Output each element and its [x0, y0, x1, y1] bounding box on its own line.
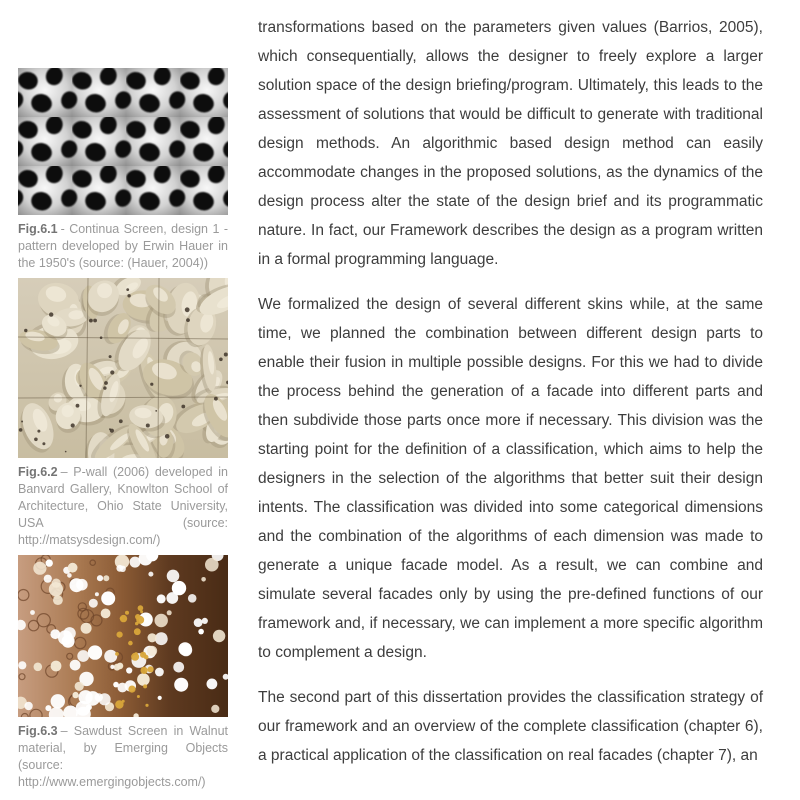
paragraph-2: We formalized the design of several different skins while, at the same time, we planned the combination between different design parts to enable their fusion in multiple possible designs. For this we had to divide the process behind the generation of a facade into different parts and then subdivide those parts once more if necessary. This division was the starting point for the definition of a classification, which aims to help the designers in the selection of the algorithms that better suit their design intents. The classification was divided into some categorical dimensions and the combination of the algorithms of each dimension was made to generate a unique facade model. As a result, we can combine and simulate several facades only by using the pre-defined functions of our framework and, if necessary, we can implement a more specific algorithm to complement a design.: [258, 296, 763, 661]
figure-6-1-caption-text: - Continua Screen, design 1 - pattern developed by Erwin Hauer in the 1950's (source: (Hauer, 2004)): [18, 222, 228, 270]
figure-6-3-image: [18, 555, 228, 717]
figure-6-3: [18, 555, 228, 791]
figure-6-2-caption: [18, 464, 228, 549]
figure-6-2-image: [18, 278, 228, 458]
paragraph-3: The second part of this dissertation provides the classification strategy of our framework and an overview of the complete classification (chapter 6), a practical application of the classification on real facades (chapter 7), an: [258, 689, 763, 764]
figure-6-2: [18, 278, 228, 549]
figure-6-1-image: [18, 68, 228, 215]
figure-6-1-label: Fig.6.1: [18, 222, 58, 236]
figure-6-1: [18, 68, 228, 272]
body-text-column: [258, 13, 763, 786]
paragraph-1: transformations based on the parameters given values (Barrios, 2005), which consequentially, allows the designer to freely explore a larger solution space of the design briefing/program. Ultimately, this leads to the assessment of solutions that would be difficult to generate with traditional design methods. An algorithmic based design method can easily accommodate changes in the proposed solutions, as the dynamics of the design process alter the state of the design brief and its programmatic nature. In fact, our Framework describes the design as a program written in a formal programming language.: [258, 19, 763, 268]
figure-6-2-label: Fig.6.2: [18, 465, 58, 479]
figure-6-3-caption: [18, 723, 228, 791]
figure-6-3-label: Fig.6.3: [18, 724, 58, 738]
figure-6-2-caption-text: – P-wall (2006) developed in Banvard Gallery, Knowlton School of Architecture, Ohio State University, USA (source: http://matsysdesign.com/): [18, 465, 228, 547]
figure-6-3-caption-text: – Sawdust Screen in Walnut material, by Emerging Objects (source: http://www.emergingobjects.com/): [18, 724, 228, 789]
figure-6-1-caption: [18, 221, 228, 272]
figures-column: [18, 68, 228, 791]
continua-pattern-surface: [18, 68, 228, 215]
